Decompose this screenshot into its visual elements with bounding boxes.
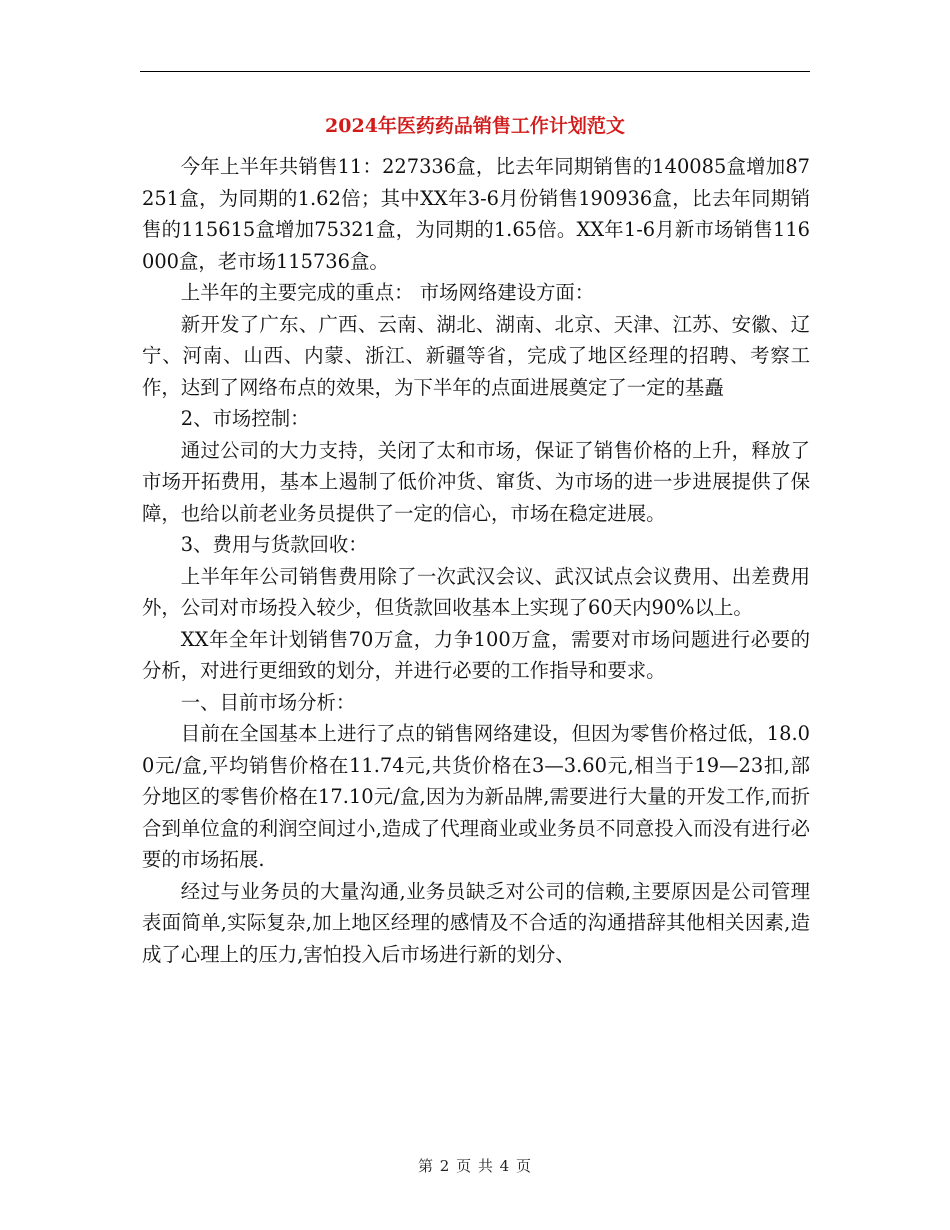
paragraph-annual-plan: XX年全年计划销售70万盒，力争100万盒，需要对市场问题进行必要的分析，对进行更细致的划分，并进行必要的工作指导和要求。 — [142, 627, 810, 682]
document-title: 2024年医药药品销售工作计划范文 — [325, 115, 625, 137]
page-footer: 第 2 页 共 4 页 — [418, 1157, 532, 1175]
heading-market-analysis: 一、目前市场分析： — [180, 690, 356, 714]
paragraph-new-markets: 新开发了广东、广西、云南、湖北、湖南、北京、天津、江苏、安徽、辽宁、河南、山西、内蒙、浙江、新疆等省，完成了地区经理的招聘、考察工作，达到了网络布点的效果，为下半年的点面进展奠定了一定的基矗 — [142, 312, 810, 399]
document-body — [142, 151, 810, 970]
paragraph-market-analysis: 目前在全国基本上进行了点的销售网络建设，但因为零售价格过低，18.00元/盒,平均销售价格在11.74元,共货价格在3—3.60元,相当于19—23扣,部分地区的零售价格在17.10元/盒,因为为新品牌,需要进行大量的开发工作,而折合到单位盒的利润空间过小,造成了代理商业或业务员不同意投入而没有进行必要的市场拓展. — [142, 722, 810, 871]
paragraph-communication: 经过与业务员的大量沟通,业务员缺乏对公司的信赖,主要原因是公司管理表面简单,实际复杂,加上地区经理的感情及不合适的沟通措辞其他相关因素,造成了心理上的压力,害怕投入后市场进行新的划分、 — [142, 879, 810, 966]
paragraph-expenses: 上半年年公司销售费用除了一次武汉会议、武汉试点会议费用、出差费用外，公司对市场投入较少，但货款回收基本上实现了60天内90%以上。 — [142, 564, 810, 619]
heading-expenses: 3、费用与货款回收： — [180, 533, 368, 556]
paragraph-market-control: 通过公司的大力支持，关闭了太和市场，保证了销售价格的上升，释放了市场开拓费用，基本上遏制了低价冲货、窜货、为市场的进一步进展提供了保障，也给以前老业务员提供了一定的信心，市场在稳定进展。 — [142, 438, 810, 525]
paragraph-key-points: 上半年的主要完成的重点： 市场网络建设方面： — [180, 281, 595, 304]
paragraph-sales-summary: 今年上半年共销售11：227336盒，比去年同期销售的140085盒增加87251盒，为同期的1.62倍；其中XX年3-6月份销售190936盒，比去年同期销售的115615盒增加75321盒，为同期的1.65倍。XX年1-6月新市场销售116000盒，老市场115736盒。 — [142, 155, 810, 273]
heading-market-control: 2、市场控制： — [180, 407, 310, 430]
header-rule — [140, 71, 810, 72]
